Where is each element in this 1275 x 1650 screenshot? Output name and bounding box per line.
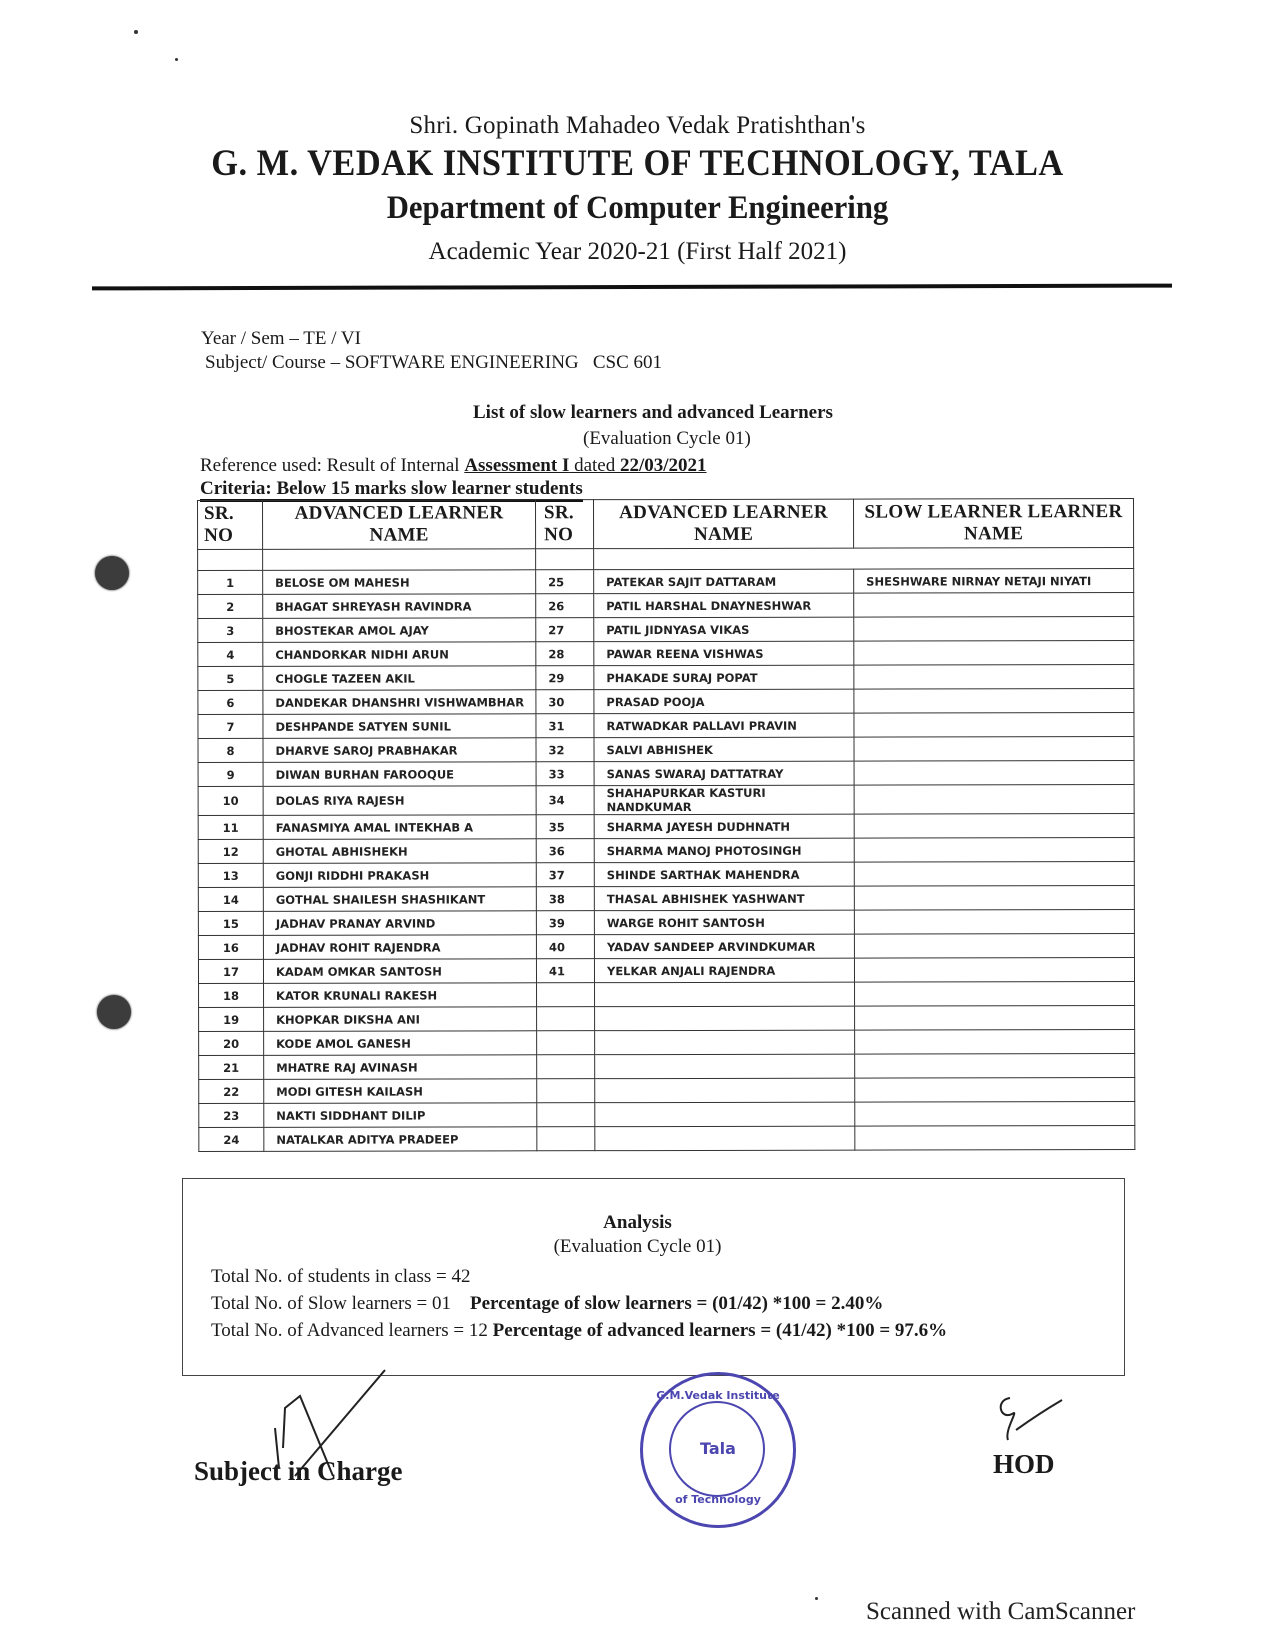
advanced-learner-name-2: PHAKADE SURAJ POPAT: [594, 665, 854, 690]
hod-signature: [990, 1390, 1070, 1450]
slow-learner-name: [854, 737, 1134, 762]
advanced-learner-name-2: [595, 1078, 855, 1103]
advanced-learner-name-2: WARGE ROHIT SANTOSH: [594, 910, 854, 935]
total-students: Total No. of students in class = 42: [211, 1266, 471, 1287]
scan-speck: [815, 1597, 818, 1600]
col-header-slow-learner-name: SLOW LEARNER LEARNER NAME: [853, 499, 1133, 549]
table-row: [199, 1102, 1135, 1128]
sr-no-2: 27: [536, 618, 594, 642]
table-row: [199, 1054, 1135, 1080]
table-row: [198, 814, 1134, 840]
scanner-watermark: Scanned with CamScanner: [866, 1598, 1136, 1625]
reference-line: [200, 455, 707, 477]
advanced-learner-name-1: KADAM OMKAR SANTOSH: [263, 959, 536, 984]
sr-no-1: 17: [198, 959, 263, 983]
col-header-advanced-name-1: ADVANCED LEARNER NAME: [263, 500, 536, 550]
sr-no-1: 6: [198, 690, 263, 714]
scan-speck: [175, 58, 178, 61]
slow-learner-name: [854, 785, 1134, 815]
table-row: [198, 713, 1134, 739]
sr-no-1: 21: [199, 1055, 264, 1079]
table-row: [198, 958, 1134, 984]
col-header-advanced-name-2: ADVANCED LEARNER NAME: [594, 499, 854, 549]
slow-learners-line: [211, 1293, 883, 1315]
table-row: [198, 593, 1134, 619]
advanced-learner-name-1: CHANDORKAR NIDHI ARUN: [263, 642, 536, 667]
table-row: [198, 641, 1134, 667]
sr-no-1: 22: [199, 1079, 264, 1103]
slow-learner-count: Total No. of Slow learners = 01: [211, 1293, 451, 1314]
sr-no-1: 7: [198, 714, 263, 738]
advanced-learner-name-2: [595, 1006, 855, 1031]
table-row: [198, 785, 1134, 816]
slow-learner-name: [855, 982, 1135, 1007]
advanced-learner-name-1: GOTHAL SHAILESH SHASHIKANT: [263, 887, 536, 912]
table-row: [199, 982, 1135, 1008]
criteria-line: Criteria: Below 15 marks slow learner students: [200, 479, 583, 502]
table-row: [199, 1006, 1135, 1032]
advanced-learner-name-1: DHARVE SAROJ PRABHAKAR: [263, 738, 536, 763]
year-sem: Year / Sem – TE / VI: [201, 328, 361, 349]
advanced-learner-name-1: DANDEKAR DHANSHRI VISHWAMBHAR: [263, 690, 536, 715]
advanced-learner-name-2: PRASAD POOJA: [594, 689, 854, 714]
table-row: [199, 1126, 1135, 1152]
sr-no-2: 41: [536, 959, 594, 983]
table-row: [198, 886, 1134, 912]
punch-hole: [95, 556, 129, 590]
sr-no-2: [537, 983, 595, 1007]
advanced-learner-name-2: SHAHAPURKAR KASTURI NANDKUMAR: [594, 785, 854, 815]
slow-learner-name: [854, 814, 1134, 839]
advanced-learner-name-2: THASAL ABHISHEK YASHWANT: [594, 886, 854, 911]
academic-year: Academic Year 2020-21 (First Half 2021): [428, 238, 847, 265]
slow-learner-percentage: Percentage of slow learners = (01/42) *100 = 2.40%: [469, 1293, 884, 1314]
advanced-learner-name-2: [595, 1054, 855, 1079]
advanced-learner-name-1: BELOSE OM MAHESH: [263, 570, 536, 595]
department-name: Department of Computer Engineering: [386, 190, 889, 226]
sr-no-1: 5: [198, 666, 263, 690]
sr-no-1: 15: [198, 911, 263, 935]
sr-no-2: 31: [536, 714, 594, 738]
subject-in-charge-label: Subject in Charge: [194, 1456, 403, 1486]
sr-no-1: 3: [198, 618, 263, 642]
advanced-learner-name-1: BHAGAT SHREYASH RAVINDRA: [263, 594, 536, 619]
slow-learner-name: [854, 761, 1134, 786]
advanced-learner-name-1: DESHPANDE SATYEN SUNIL: [263, 714, 536, 739]
table-row: [198, 838, 1134, 864]
advanced-learner-name-1: MHATRE RAJ AVINASH: [264, 1055, 537, 1080]
sr-no-1: 18: [199, 983, 264, 1007]
reference-dated: dated: [569, 455, 620, 476]
advanced-learner-name-2: PAWAR REENA VISHWAS: [594, 641, 854, 666]
advanced-learner-name-1: GONJI RIDDHI PRAKASH: [263, 863, 536, 888]
sr-no-1: 8: [198, 738, 263, 762]
trust-name: Shri. Gopinath Mahadeo Vedak Pratishthan's: [409, 112, 866, 139]
sr-no-2: [537, 1103, 595, 1127]
table-blank-row: [198, 548, 1134, 571]
advanced-learner-name-2: SALVI ABHISHEK: [594, 737, 854, 762]
punch-hole: [97, 995, 131, 1029]
sr-no-2: [537, 1055, 595, 1079]
slow-learner-name: [855, 1030, 1135, 1055]
sr-no-2: 37: [536, 863, 594, 887]
sr-no-1: 23: [199, 1103, 264, 1127]
sr-no-1: 10: [198, 786, 263, 815]
sr-no-1: 1: [198, 570, 263, 594]
sr-no-1: 4: [198, 642, 263, 666]
sr-no-2: 33: [536, 762, 594, 786]
advanced-learner-name-2: SHARMA MANOJ PHOTOSINGH: [594, 838, 854, 863]
slow-learner-name: [855, 1126, 1135, 1151]
sr-no-1: 9: [198, 762, 263, 786]
sr-no-2: [537, 1079, 595, 1103]
sr-no-2: 30: [536, 690, 594, 714]
table-row: [198, 617, 1134, 643]
sr-no-2: [537, 1031, 595, 1055]
slow-learner-name: [854, 689, 1134, 714]
advanced-learner-name-1: BHOSTEKAR AMOL AJAY: [263, 618, 536, 643]
col-header-sr-no-2: SR. NO: [536, 500, 594, 549]
reference-prefix: Reference used: Result of Internal: [200, 455, 465, 476]
sr-no-1: 13: [198, 863, 263, 887]
reference-date: 22/03/2021: [620, 455, 707, 476]
slow-learner-name: [854, 838, 1134, 863]
advanced-learner-name-2: SHARMA JAYESH DUDHNATH: [594, 814, 854, 839]
reference-assessment: Assessment I: [464, 455, 570, 476]
advanced-learner-percentage: Percentage of advanced learners = (41/42) *100 = 97.6%: [492, 1320, 948, 1341]
slow-learner-name: [855, 1078, 1135, 1103]
advanced-learners-line: [211, 1320, 947, 1342]
sr-no-2: 32: [536, 738, 594, 762]
sr-no-2: 26: [536, 594, 594, 618]
table-row: [198, 934, 1134, 960]
list-subtitle: (Evaluation Cycle 01): [583, 428, 751, 449]
seal-text-top: G.M.Vedak Institute: [656, 1389, 780, 1402]
sr-no-1: 24: [199, 1127, 264, 1151]
analysis-title: Analysis: [603, 1212, 672, 1233]
advanced-learner-name-2: [595, 1030, 855, 1055]
advanced-learner-name-2: YADAV SANDEEP ARVINDKUMAR: [594, 934, 854, 959]
slow-learner-name: [854, 617, 1134, 642]
slow-learner-name: SHESHWARE NIRNAY NETAJI NIYATI: [854, 569, 1134, 594]
sr-no-2: 36: [536, 839, 594, 863]
advanced-learner-name-2: [595, 982, 855, 1007]
advanced-learner-name-2: [595, 1126, 855, 1151]
sr-no-2: [537, 1007, 595, 1031]
header-divider: [92, 284, 1172, 291]
analysis-subtitle: (Evaluation Cycle 01): [553, 1236, 722, 1257]
seal-text-center: Tala: [700, 1439, 736, 1458]
advanced-learner-name-2: [595, 1102, 855, 1127]
advanced-learner-name-1: KATOR KRUNALI RAKESH: [264, 983, 537, 1008]
slow-learner-name: [854, 910, 1134, 935]
list-title: List of slow learners and advanced Learners: [473, 402, 833, 423]
sr-no-2: [537, 1127, 595, 1151]
advanced-learner-count: Total No. of Advanced learners = 12: [211, 1320, 488, 1341]
advanced-learner-name-1: JADHAV ROHIT RAJENDRA: [263, 935, 536, 960]
slow-learner-name: [854, 665, 1134, 690]
advanced-learner-name-1: CHOGLE TAZEEN AKIL: [263, 666, 536, 691]
slow-learner-name: [855, 1006, 1135, 1031]
table-row: [198, 910, 1134, 936]
advanced-learner-name-2: PATIL HARSHAL DNAYNESHWAR: [594, 593, 854, 618]
col-header-sr-no-1: SR. NO: [198, 500, 263, 549]
slow-learner-name: [854, 958, 1134, 983]
advanced-learner-name-1: JADHAV PRANAY ARVIND: [263, 911, 536, 936]
sr-no-1: 11: [198, 815, 263, 839]
advanced-learner-name-1: DOLAS RIYA RAJESH: [263, 786, 536, 816]
advanced-learner-name-1: KHOPKAR DIKSHA ANI: [264, 1007, 537, 1032]
sr-no-2: 29: [536, 666, 594, 690]
learners-table: [197, 498, 1135, 1152]
slow-learner-name: [854, 593, 1134, 618]
advanced-learner-name-1: MODI GITESH KAILASH: [264, 1079, 537, 1104]
sr-no-2: 34: [536, 786, 594, 815]
table-row: [198, 569, 1134, 595]
slow-learner-name: [854, 886, 1134, 911]
hod-label: HOD: [993, 1449, 1055, 1479]
table-row: [198, 665, 1134, 691]
advanced-learner-name-1: FANASMIYA AMAL INTEKHAB A: [263, 815, 536, 840]
table-row: [198, 862, 1134, 888]
scan-speck: [134, 30, 138, 34]
seal-text-bottom: of Technology: [675, 1493, 761, 1506]
slow-learner-name: [854, 862, 1134, 887]
sr-no-2: 25: [536, 570, 594, 594]
table-row: [198, 761, 1134, 787]
slow-learner-name: [854, 934, 1134, 959]
advanced-learner-name-1: GHOTAL ABHISHEKH: [263, 839, 536, 864]
sr-no-2: 40: [536, 935, 594, 959]
sr-no-2: 35: [536, 815, 594, 839]
advanced-learner-name-1: NATALKAR ADITYA PRADEEP: [264, 1127, 537, 1152]
institute-seal: [640, 1372, 796, 1528]
advanced-learner-name-2: PATIL JIDNYASA VIKAS: [594, 617, 854, 642]
subject-course: Subject/ Course – SOFTWARE ENGINEERING CSC 601: [205, 352, 663, 373]
institute-name: G. M. VEDAK INSTITUTE OF TECHNOLOGY, TALA: [211, 143, 1064, 184]
advanced-learner-name-1: NAKTI SIDDHANT DILIP: [264, 1103, 537, 1128]
sr-no-2: 39: [536, 911, 594, 935]
slow-learner-name: [854, 641, 1134, 666]
slow-learner-name: [854, 713, 1134, 738]
advanced-learner-name-2: PATEKAR SAJIT DATTARAM: [594, 569, 854, 594]
table-header-row: [198, 499, 1134, 550]
sr-no-1: 19: [199, 1007, 264, 1031]
slow-learner-name: [855, 1054, 1135, 1079]
sr-no-1: 20: [199, 1031, 264, 1055]
sr-no-2: 38: [536, 887, 594, 911]
advanced-learner-name-2: YELKAR ANJALI RAJENDRA: [594, 958, 854, 983]
table-row: [198, 689, 1134, 715]
table-row: [199, 1078, 1135, 1104]
advanced-learner-name-2: SHINDE SARTHAK MAHENDRA: [594, 862, 854, 887]
sr-no-1: 12: [198, 839, 263, 863]
sr-no-1: 14: [198, 887, 263, 911]
slow-learner-name: [855, 1102, 1135, 1127]
advanced-learner-name-1: DIWAN BURHAN FAROOQUE: [263, 762, 536, 787]
table-row: [198, 737, 1134, 763]
advanced-learner-name-2: RATWADKAR PALLAVI PRAVIN: [594, 713, 854, 738]
advanced-learner-name-2: SANAS SWARAJ DATTATRAY: [594, 761, 854, 786]
sr-no-1: 16: [198, 935, 263, 959]
table-row: [199, 1030, 1135, 1056]
sr-no-1: 2: [198, 594, 263, 618]
advanced-learner-name-1: KODE AMOL GANESH: [264, 1031, 537, 1056]
sr-no-2: 28: [536, 642, 594, 666]
